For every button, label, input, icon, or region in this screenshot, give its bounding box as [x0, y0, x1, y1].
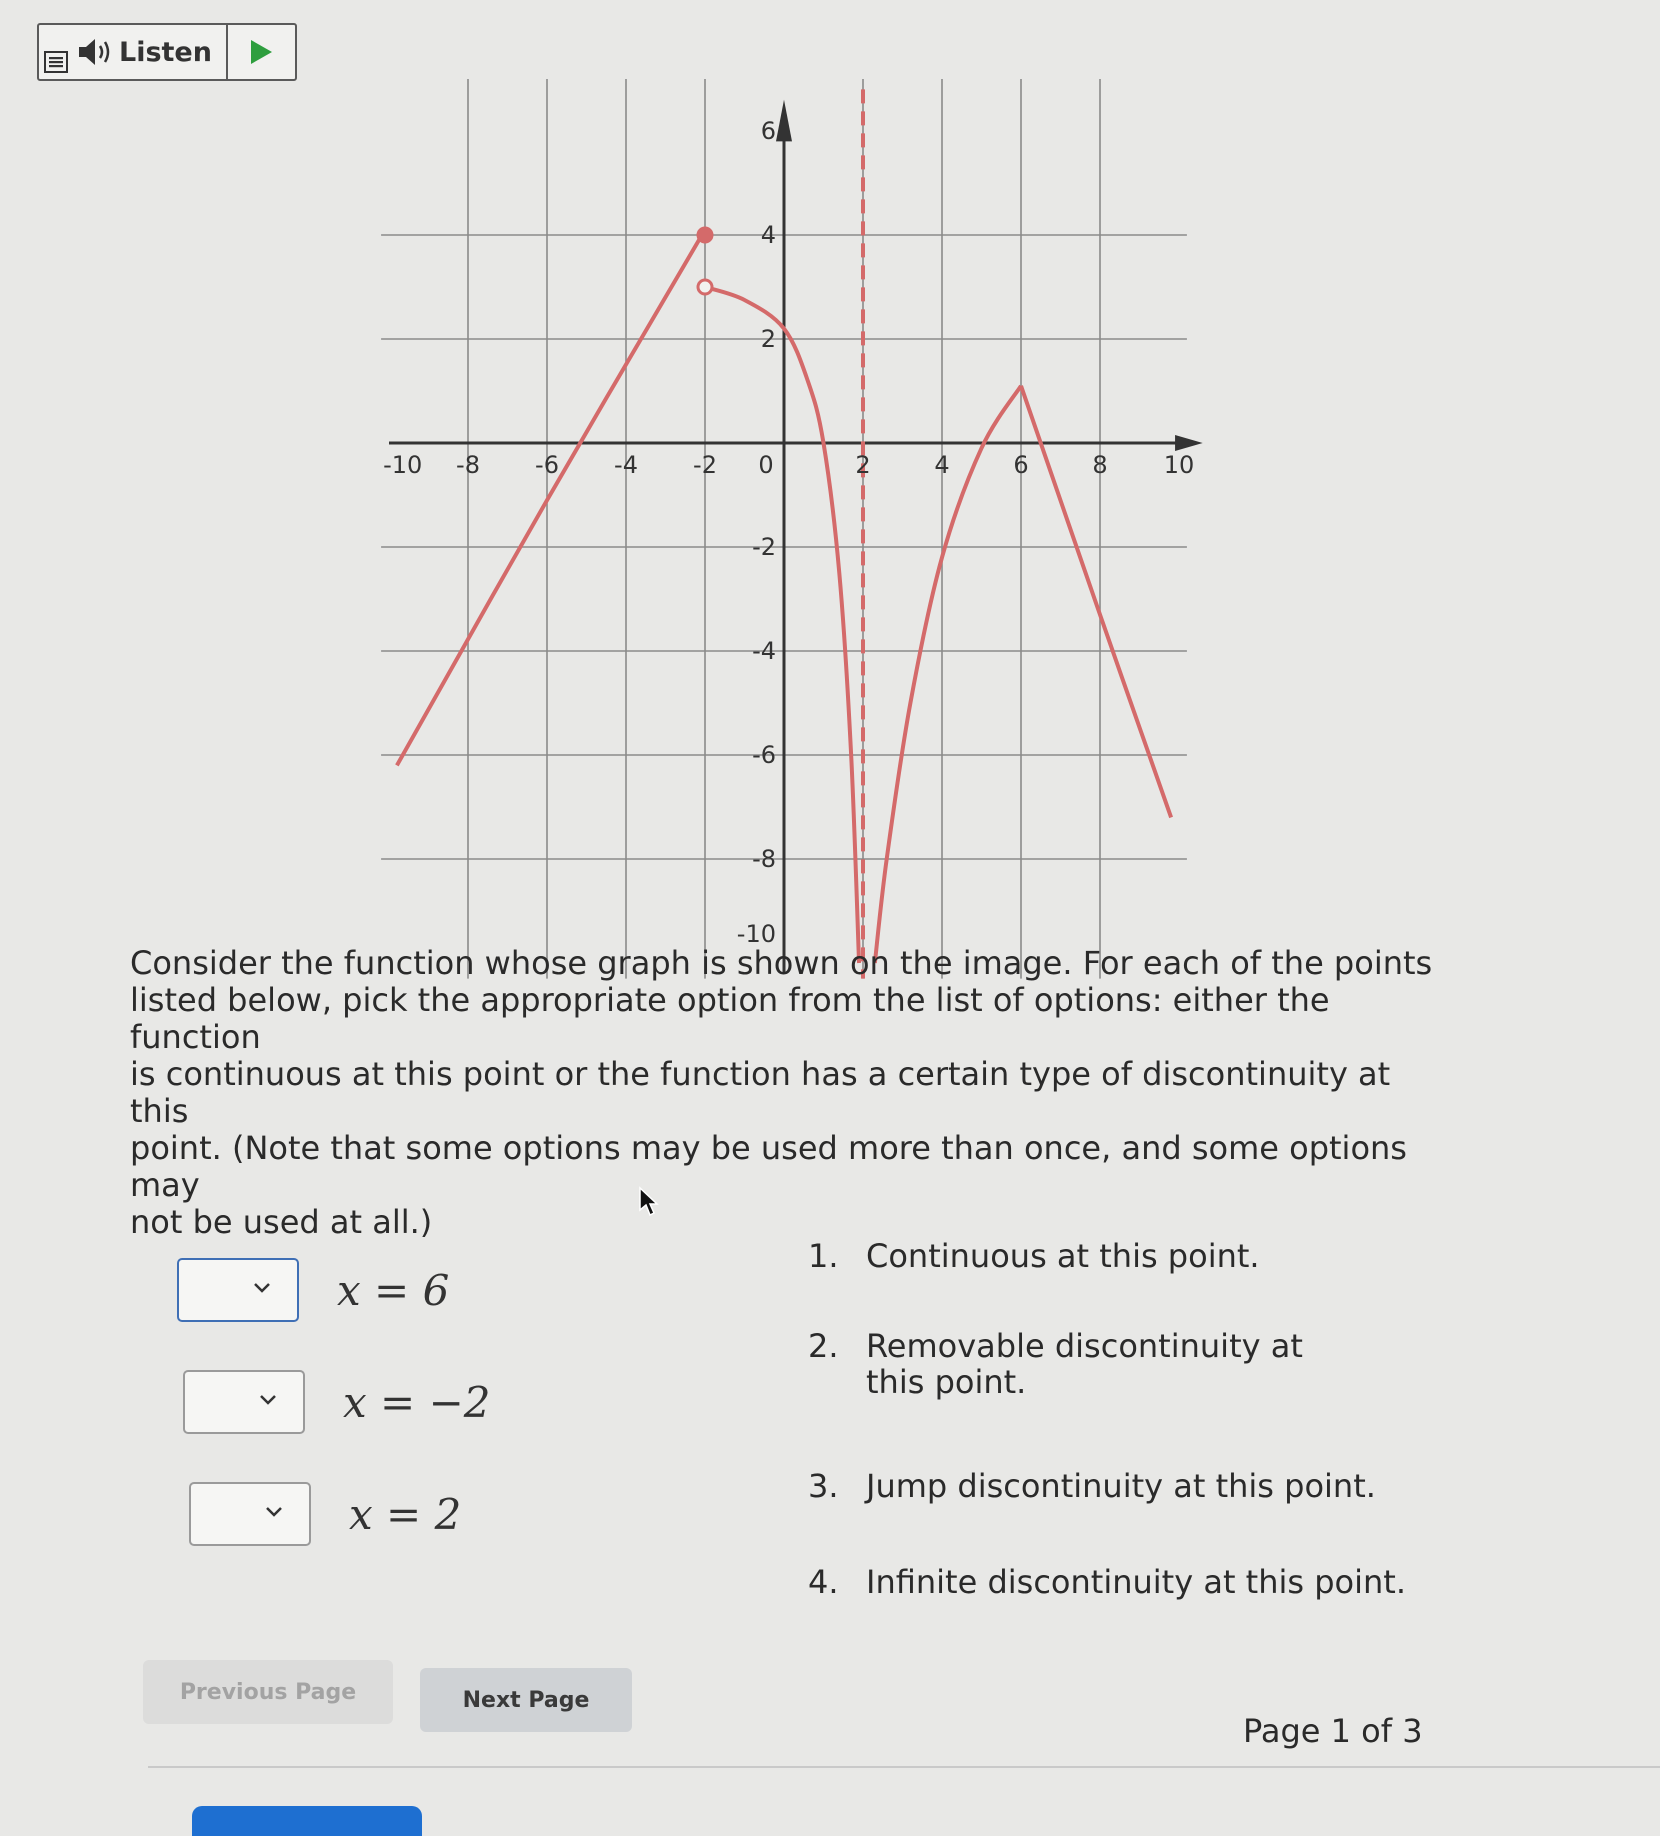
- y-tick-label: -2: [752, 533, 776, 561]
- option-item: [808, 1238, 1428, 1274]
- filled-point: [698, 228, 712, 242]
- chevron-down-icon: [265, 1506, 283, 1518]
- option-number: 4.: [808, 1563, 839, 1601]
- x-tick-label: -4: [614, 451, 638, 479]
- x-tick-label: -10: [383, 451, 423, 479]
- y-tick-label: -10: [736, 920, 776, 949]
- y-tick-label: 2: [760, 325, 776, 353]
- page-indicator: Page 1 of 3: [1243, 1712, 1423, 1750]
- option-item: [808, 1328, 1368, 1400]
- y-tick-label: -8: [752, 845, 776, 873]
- x-tick-label: 4: [934, 451, 950, 479]
- y-axis-arrow: [776, 100, 792, 142]
- point-label: x = 2: [349, 1489, 462, 1539]
- x-tick-label: -2: [693, 451, 717, 479]
- y-tick-label: -4: [752, 637, 776, 665]
- curve-segment: [705, 287, 859, 963]
- option-number: 1.: [808, 1237, 839, 1275]
- graph-axes: [389, 89, 1203, 978]
- x-tick-label: 0: [758, 451, 774, 479]
- question-text: [130, 945, 1450, 1241]
- option-number: 2.: [808, 1327, 839, 1365]
- option-text: Continuous at this point.: [866, 1237, 1260, 1275]
- question-line: point. (Note that some options may be used more than once, and some options may: [130, 1129, 1407, 1204]
- mouse-cursor-icon: [638, 1186, 660, 1218]
- function-graph: [380, 117, 1200, 949]
- question-line: not be used at all.): [130, 1203, 433, 1241]
- answer-dropdown-xneg2[interactable]: [183, 1370, 305, 1434]
- listen-button-label[interactable]: Listen: [119, 36, 212, 68]
- y-tick-label: -6: [752, 741, 776, 769]
- point-label: x = 6: [337, 1265, 450, 1315]
- speaker-icon[interactable]: [73, 37, 119, 67]
- question-line: Consider the function whose graph is shown on the image. For each of the points: [130, 944, 1433, 982]
- option-item: [808, 1468, 1428, 1504]
- next-page-button[interactable]: Next Page: [420, 1668, 632, 1732]
- open-point: [698, 280, 712, 294]
- x-tick-label: -6: [535, 451, 559, 479]
- x-tick-label: 6: [1013, 451, 1029, 479]
- chevron-down-icon: [253, 1282, 271, 1294]
- previous-page-button[interactable]: Previous Page: [143, 1660, 393, 1724]
- point-label: x = −2: [343, 1377, 491, 1427]
- x-tick-label: -8: [456, 451, 480, 479]
- curve-segment: [397, 230, 705, 766]
- answer-row-x2: [189, 1482, 461, 1546]
- x-tick-label: 10: [1163, 451, 1195, 479]
- answer-row-x6: [177, 1258, 449, 1322]
- y-tick-label: 4: [760, 221, 776, 249]
- x-tick-label: 8: [1092, 451, 1108, 479]
- answer-row-xneg2: [183, 1370, 491, 1434]
- x-tick-label: 2: [855, 451, 871, 479]
- answer-dropdown-x2[interactable]: [189, 1482, 311, 1546]
- question-line: listed below, pick the appropriate option from the list of options: either the function: [130, 981, 1330, 1056]
- answer-dropdown-x6[interactable]: [177, 1258, 299, 1322]
- option-text: Removable discontinuity at this point.: [866, 1327, 1303, 1401]
- menu-icon[interactable]: [39, 25, 73, 79]
- option-item: [808, 1564, 1428, 1600]
- y-tick-label: 6: [760, 117, 776, 145]
- chevron-down-icon: [259, 1394, 277, 1406]
- option-number: 3.: [808, 1467, 839, 1505]
- play-icon[interactable]: [228, 38, 295, 66]
- footer-divider: [148, 1766, 1660, 1768]
- question-line: is continuous at this point or the function has a certain type of discontinuity at this: [130, 1055, 1391, 1130]
- option-text: Jump discontinuity at this point.: [866, 1467, 1376, 1505]
- listen-toolbar: [37, 23, 297, 81]
- option-text: Infinite discontinuity at this point.: [866, 1563, 1406, 1601]
- x-axis-arrow: [1175, 435, 1203, 451]
- submit-button[interactable]: [192, 1806, 422, 1836]
